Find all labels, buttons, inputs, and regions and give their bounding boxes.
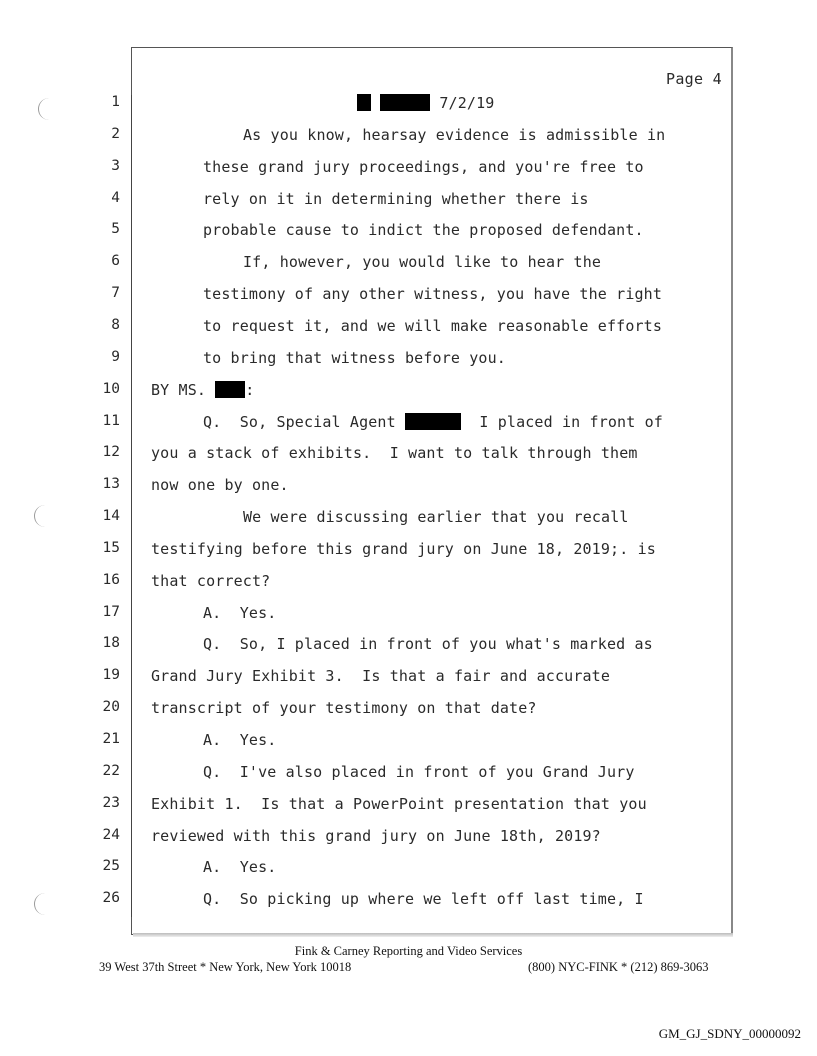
line-number: 4 [111,189,120,206]
text-segment: Q. I've also placed in front of you Grand Jury [203,762,635,781]
line-text [203,413,663,431]
line-number: 9 [111,348,120,365]
transcript-line [0,285,760,316]
line-number: 26 [102,890,120,907]
line-number: 1 [111,94,120,110]
transcript-line [0,795,760,826]
line-number: 7 [111,285,120,302]
text-segment: A. Yes. [203,731,277,749]
transcript-line [0,508,760,539]
line-number: 6 [111,253,120,270]
line-number: 5 [111,221,120,238]
line-text [203,158,644,176]
transcript-line [0,158,760,189]
transcript-line [0,253,760,284]
line-text [203,221,644,239]
line-text [151,667,610,685]
line-number: 10 [102,380,120,397]
transcript-line [0,890,760,921]
line-number: 22 [102,762,120,779]
transcript-line [0,731,760,762]
transcript-line [0,349,760,380]
line-number: 2 [111,125,120,142]
line-text [203,890,644,908]
line-text [151,540,656,558]
line-text [203,635,653,653]
line-number: 13 [102,476,120,493]
line-text [203,763,635,781]
text-segment: Q. So, Special Agent [203,412,405,431]
transcript-line [0,763,760,794]
line-number: 24 [102,826,120,843]
line-text [203,285,662,303]
redaction-block [357,94,371,111]
line-text [203,190,589,208]
line-text [203,858,276,876]
line-text [243,126,665,144]
line-text [151,572,270,590]
line-number: 3 [111,157,120,174]
text-segment: If, however, you would like to hear the [243,253,602,272]
transcript-line [0,444,760,475]
transcript-line [0,540,760,571]
text-segment: Q. So picking up where we left off last time, I [203,890,644,909]
transcript-line [0,604,760,635]
line-number: 16 [102,571,120,588]
line-number: 25 [102,858,120,875]
text-segment: BY MS. [151,380,216,399]
line-text [203,317,662,335]
redaction-block [215,381,245,398]
transcript-line [0,126,760,157]
bates-number: GM_GJ_SDNY_00000092 [658,1026,801,1041]
line-number: 20 [102,699,120,716]
redaction-block [380,94,430,111]
footer-company: Fink & Carney Reporting and Video Services [294,944,523,958]
line-number: 21 [102,731,120,747]
transcript-line [0,221,760,252]
line-text [151,444,638,462]
text-segment: transcript of your testimony on that date? [151,699,537,718]
line-text [151,699,537,717]
redaction-block [405,413,461,430]
line-text [357,94,494,112]
text-segment: now one by one. [151,476,289,495]
text-segment: testifying before this grand jury on June 18, 2019;. is [151,539,656,558]
line-text [151,381,254,399]
line-number: 12 [102,444,120,461]
line-number: 19 [102,667,120,684]
text-segment: 7/2/19 [430,94,495,112]
text-segment: rely on it in determining whether there is [203,189,589,208]
transcript-line [0,413,760,444]
text-segment: testimony of any other witness, you have the right [203,285,663,304]
text-segment: to request it, and we will make reasonable efforts [203,316,663,335]
text-segment: you a stack of exhibits. I want to talk through them [151,444,638,463]
text-segment: A. Yes. [203,603,277,622]
text-segment: Q. So, I placed in front of you what's marked as [203,635,653,654]
text-segment: these grand jury proceedings, and you're free to [203,157,644,176]
text-segment: to bring that witness before you. [203,348,506,367]
text-segment: We were discussing earlier that you recall [243,508,629,527]
footer-address: 39 West 37th Street * New York, New York 10018 [99,960,352,974]
transcript-line [0,572,760,603]
page-frame-shadow [133,933,733,937]
transcript-line [0,381,760,412]
transcript-line [0,667,760,698]
line-text [151,795,647,813]
text-segment: probable cause to indict the proposed defendant. [203,221,644,240]
text-segment: A. Yes. [203,858,277,877]
transcript-line [0,94,760,125]
footer-phone: (800) NYC-FINK * (212) 869-3063 [528,960,709,974]
transcript-line [0,190,760,221]
text-segment: : [245,380,255,399]
line-text [151,827,601,845]
line-number: 11 [102,412,120,429]
text-segment: that correct? [151,571,271,590]
line-number: 15 [102,539,120,556]
text-segment: Exhibit 1. Is that a PowerPoint presentation that you [151,794,647,813]
transcript-line [0,317,760,348]
text-segment [371,94,380,112]
line-text [203,604,276,622]
line-number: 14 [102,508,120,525]
transcript-line [0,858,760,889]
transcript-line [0,699,760,730]
transcript-line [0,827,760,858]
line-text [151,476,289,494]
line-number: 17 [102,603,120,620]
text-segment: reviewed with this grand jury on June 18th, 2019? [151,826,601,845]
line-text [243,253,601,271]
page-number: Page 4 [666,70,722,88]
transcript-line [0,476,760,507]
text-segment: I placed in front of [460,412,663,431]
line-text [243,508,629,526]
text-segment: As you know, hearsay evidence is admissible in [243,125,666,144]
line-text [203,731,276,749]
line-number: 18 [102,635,120,652]
line-text [203,349,506,367]
transcript-line [0,635,760,666]
line-number: 23 [102,794,120,811]
text-segment: Grand Jury Exhibit 3. Is that a fair and accurate [151,667,611,686]
line-number: 8 [111,316,120,333]
